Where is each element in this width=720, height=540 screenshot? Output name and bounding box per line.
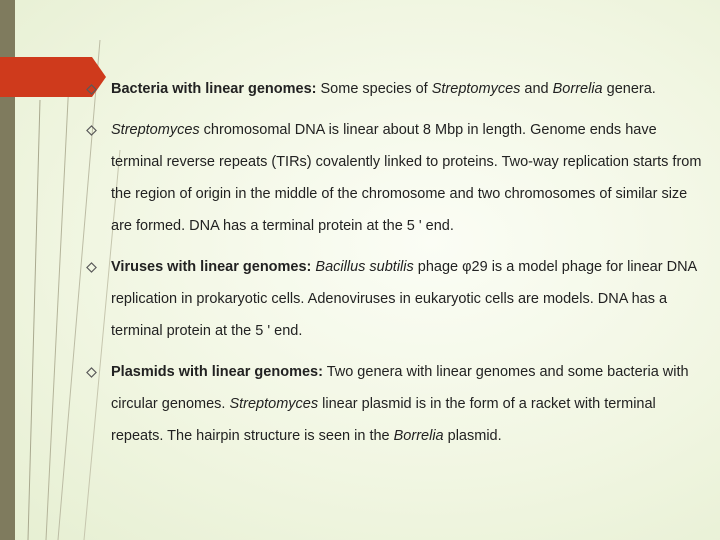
- diamond-outline-icon: [86, 125, 97, 136]
- bullet-italic: Streptomyces: [111, 122, 200, 138]
- bullet-text: Two genera with linear genomes and some bacteria with circular genomes.: [111, 364, 689, 412]
- bullet-text: genera.: [602, 81, 656, 97]
- bullet-text: linear plasmid is in the form of a racket with terminal repeats. The hairpin structure is seen in the: [111, 396, 656, 444]
- bullet-italic: Borrelia: [393, 428, 444, 444]
- bullet-bacteria: [84, 73, 704, 105]
- diamond-outline-icon: [86, 262, 97, 273]
- bullet-lead: Plasmids with linear genomes:: [111, 364, 323, 380]
- bullet-text: plasmid.: [443, 428, 502, 444]
- diamond-outline-icon: [86, 84, 97, 95]
- bullet-italic: Streptomyces: [431, 81, 521, 97]
- slide-content: [84, 73, 704, 461]
- diamond-outline-icon: [86, 367, 97, 378]
- bullet-italic: Bacillus subtilis: [315, 259, 414, 275]
- bullet-lead: Bacteria with linear genomes:: [111, 81, 317, 97]
- title-accent-bar: [0, 57, 92, 97]
- bullet-text: phage φ29 is a model phage for linear DNA replication in prokaryotic cells. Adenoviruses in eukaryotic cells are models. DNA has a terminal protein at the 5 ' end.: [111, 259, 697, 339]
- bullet-text: Some species of: [316, 81, 432, 97]
- bullet-italic: Streptomyces: [229, 396, 319, 412]
- bullet-text: chromosomal DNA is linear about 8 Mbp in length. Genome ends have terminal reverse repeats (TIRs) covalently linked to proteins. Two-way replication starts from the region of origin in the middle of the chromosome and two chromosomes of similar size are formed. DNA has a terminal protein at the 5 ' end.: [111, 122, 702, 234]
- bullet-text: and: [520, 81, 553, 97]
- bullet-streptomyces: [84, 114, 704, 242]
- bullet-plasmids: [84, 356, 704, 452]
- bullet-lead: Viruses with linear genomes:: [111, 259, 312, 275]
- bullet-italic: Borrelia: [552, 81, 603, 97]
- bullet-viruses: [84, 251, 704, 347]
